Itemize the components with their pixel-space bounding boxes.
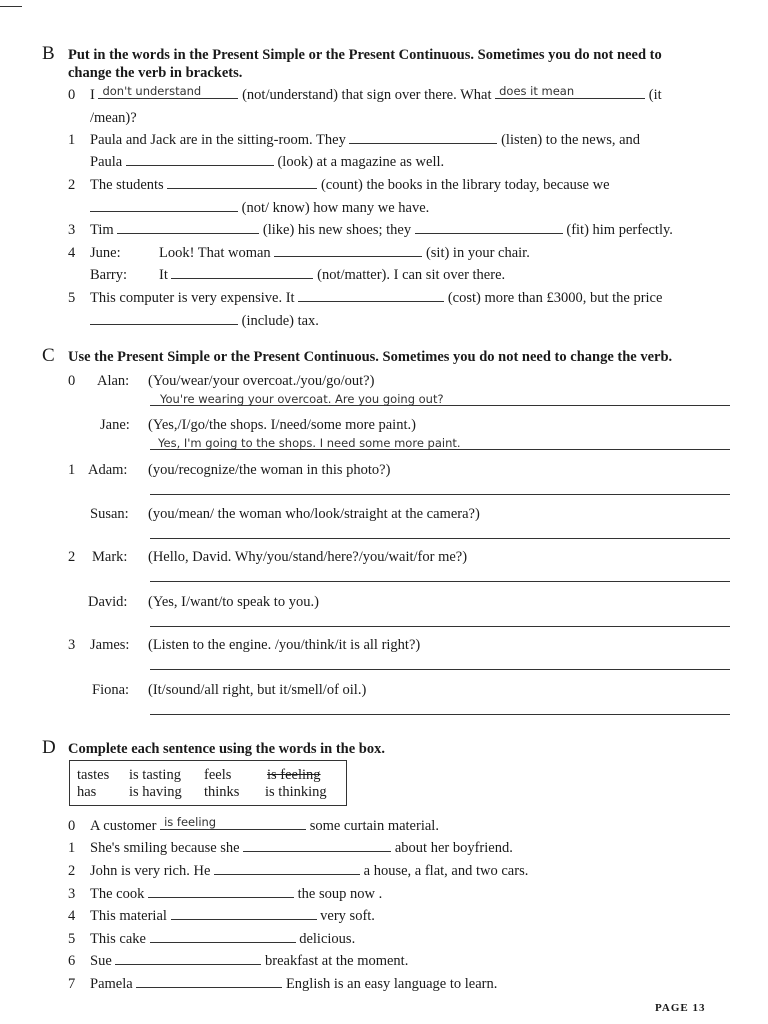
answer-blank[interactable] <box>148 885 294 898</box>
exercise-row: Pamela English is an easy language to learn. <box>90 976 498 992</box>
exercise-row: A customer is feeling some curtain material. <box>90 815 439 834</box>
exercise-row: Tim (like) his new shoes; they (fit) him perfectly. <box>90 222 673 238</box>
handwritten-answer: is feeling <box>164 815 217 829</box>
answer-blank[interactable] <box>243 839 391 852</box>
speaker-label: James: <box>90 637 130 653</box>
exercise-number: 2 <box>68 549 76 565</box>
word-box-item: feels <box>204 767 232 783</box>
exercise-number: 5 <box>68 290 76 306</box>
speaker-label: Adam: <box>88 462 128 478</box>
section-letter-c: C <box>42 345 55 366</box>
answer-line[interactable] <box>150 581 730 582</box>
answer-blank[interactable] <box>298 289 444 302</box>
exercise-number: 3 <box>68 886 76 902</box>
exercise-number: 2 <box>68 177 76 193</box>
prompt-text: (Yes, I/want/to speak to you.) <box>148 594 319 610</box>
handwritten-answer: Yes, I'm going to the shops. I need some more paint. <box>158 436 461 450</box>
speaker-label: Alan: <box>97 373 130 389</box>
exercise-number: 0 <box>68 818 76 834</box>
answer-blank[interactable] <box>90 312 238 325</box>
exercise-row: /mean)? <box>90 110 137 126</box>
section-c-instruction: Use the Present Simple or the Present Continuous. Sometimes you do not need to change the verb. <box>68 349 673 365</box>
answer-line[interactable] <box>150 538 730 539</box>
answer-blank[interactable] <box>90 199 238 212</box>
exercise-number: 0 <box>68 373 76 389</box>
exercise-row: Look! That woman (sit) in your chair. <box>159 245 530 261</box>
exercise-number: 3 <box>68 637 76 653</box>
prompt-text: (Listen to the engine. /you/think/it is all right?) <box>148 637 421 653</box>
answer-line[interactable] <box>150 714 730 715</box>
speaker-label: Jane: <box>100 417 130 433</box>
answer-blank[interactable] <box>117 221 259 234</box>
exercise-number: 1 <box>68 840 76 856</box>
answer-blank[interactable] <box>214 862 360 875</box>
word-box-item: tastes <box>77 767 110 783</box>
exercise-number: 1 <box>68 462 76 478</box>
answer-line[interactable] <box>150 449 730 450</box>
page-number: PAGE 13 <box>655 1002 706 1014</box>
exercise-row: It (not/matter). I can sit over there. <box>159 267 506 283</box>
handwritten-answer: You're wearing your overcoat. Are you going out? <box>160 392 444 406</box>
answer-blank[interactable] <box>171 266 313 279</box>
prompt-text: (you/recognize/the woman in this photo?) <box>148 462 391 478</box>
answer-blank[interactable] <box>136 975 282 988</box>
exercise-row: This computer is very expensive. It (cost) more than £3000, but the price <box>90 290 663 306</box>
exercise-number: 3 <box>68 222 76 238</box>
answer-blank[interactable] <box>98 86 238 99</box>
exercise-number: 4 <box>68 908 76 924</box>
prompt-text: (You/wear/your overcoat./you/go/out?) <box>148 373 375 389</box>
section-letter-b: B <box>42 43 55 64</box>
answer-line[interactable] <box>150 626 730 627</box>
speaker-label: Barry: <box>90 267 128 283</box>
answer-blank[interactable] <box>115 952 261 965</box>
exercise-number: 6 <box>68 953 76 969</box>
handwritten-answer: does it mean <box>499 84 575 98</box>
exercise-row: She's smiling because she about her boyfriend. <box>90 840 513 856</box>
word-box-item-used: is feeling <box>267 767 321 783</box>
exercise-row: The cook the soup now . <box>90 886 383 902</box>
speaker-label: Susan: <box>90 506 129 522</box>
speaker-label: June: <box>90 245 121 261</box>
answer-line[interactable] <box>150 669 730 670</box>
exercise-row: I don't understand (not/understand) that sign over there. What does it mean (it <box>90 84 662 103</box>
answer-blank[interactable] <box>160 817 306 830</box>
answer-blank[interactable] <box>171 907 317 920</box>
top-margin-rule <box>0 6 22 7</box>
prompt-text: (you/mean/ the woman who/look/straight at the camera?) <box>148 506 480 522</box>
answer-line[interactable] <box>150 494 730 495</box>
exercise-row: (not/ know) how many we have. <box>90 199 429 217</box>
exercise-row: This material very soft. <box>90 908 375 924</box>
prompt-text: (Yes,/I/go/the shops. I/need/some more paint.) <box>148 417 416 433</box>
exercise-row: This cake delicious. <box>90 931 356 947</box>
speaker-label: Mark: <box>92 549 128 565</box>
section-letter-d: D <box>42 737 56 758</box>
prompt-text: (It/sound/all right, but it/smell/of oil.) <box>148 682 367 698</box>
answer-blank[interactable] <box>495 86 645 99</box>
exercise-row: Paula (look) at a magazine as well. <box>90 154 445 170</box>
exercise-number: 2 <box>68 863 76 879</box>
prompt-text: (Hello, David. Why/you/stand/here?/you/wait/for me?) <box>148 549 468 565</box>
word-box-item: thinks <box>204 784 240 800</box>
exercise-number: 5 <box>68 931 76 947</box>
handwritten-answer: don't understand <box>102 84 202 98</box>
section-b-instruction: Put in the words in the Present Simple or the Present Continuous. Sometimes you do not need to change the verb in brackets. <box>68 47 662 81</box>
exercise-row: Sue breakfast at the moment. <box>90 953 409 969</box>
exercise-row: Paula and Jack are in the sitting-room. They (listen) to the news, and <box>90 132 641 148</box>
answer-blank[interactable] <box>274 244 422 257</box>
word-box-item: is having <box>129 784 182 800</box>
exercise-row: The students (count) the books in the library today, because we <box>90 177 610 193</box>
speaker-label: Fiona: <box>92 682 130 698</box>
exercise-row: John is very rich. He a house, a flat, and two cars. <box>90 863 529 879</box>
answer-blank[interactable] <box>126 153 274 166</box>
answer-blank[interactable] <box>415 221 563 234</box>
answer-line[interactable] <box>150 405 730 406</box>
exercise-row: (include) tax. <box>90 312 319 330</box>
answer-blank[interactable] <box>167 176 317 189</box>
word-box-item: is tasting <box>129 767 181 783</box>
exercise-number: 1 <box>68 132 76 148</box>
section-d-instruction: Complete each sentence using the words in the box. <box>68 741 385 757</box>
exercise-number: 7 <box>68 976 76 992</box>
answer-blank[interactable] <box>150 930 296 943</box>
speaker-label: David: <box>88 594 128 610</box>
answer-blank[interactable] <box>349 131 497 144</box>
exercise-row: 0 <box>68 87 76 103</box>
exercise-number: 4 <box>68 245 76 261</box>
word-box-item: has <box>77 784 97 800</box>
word-box-item: is thinking <box>265 784 327 800</box>
